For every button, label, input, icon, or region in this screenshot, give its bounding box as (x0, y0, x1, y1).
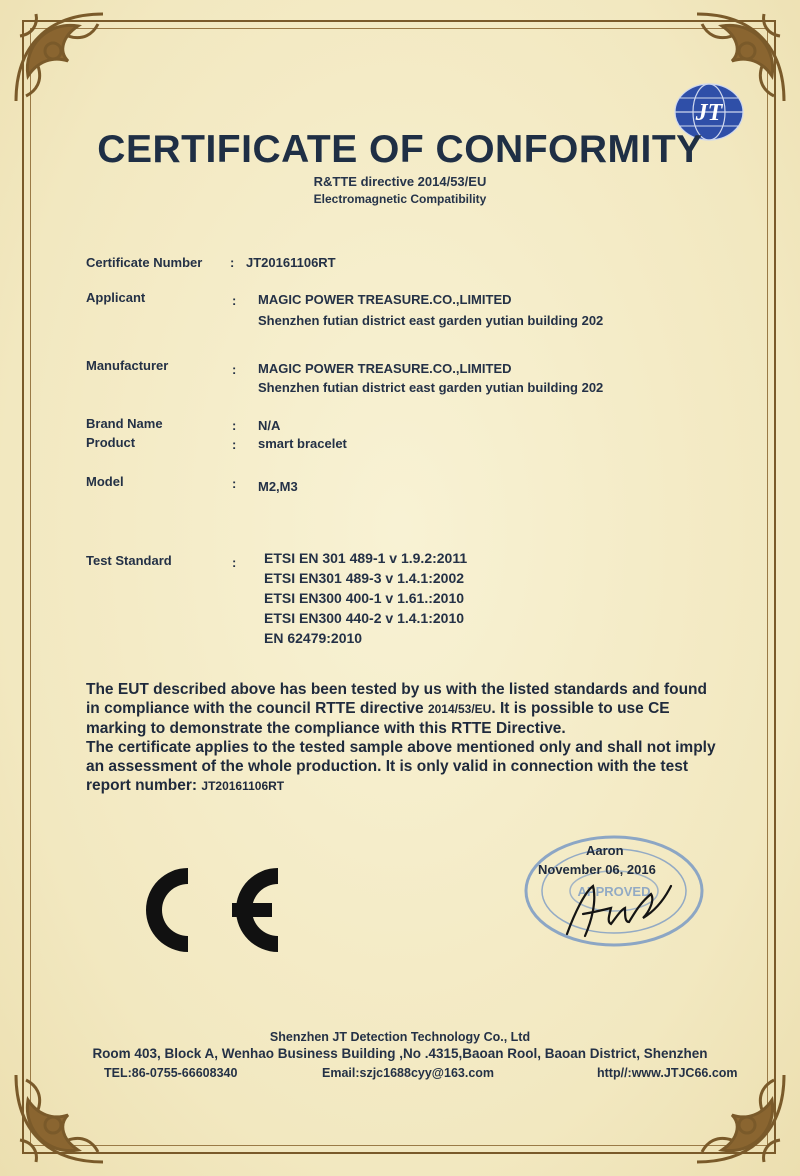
ornament-corner-icon (8, 6, 118, 116)
ornament-corner-icon (8, 1060, 118, 1170)
page-title: CERTIFICATE OF CONFORMITY (97, 128, 703, 171)
compliance-statement (86, 680, 776, 796)
standard-item: ETSI EN301 489-3 v 1.4.1:2002 (264, 570, 465, 586)
statement-line: The certificate applies to the tested sample above mentioned only and shall not imply (86, 739, 716, 756)
logo-text: JT (695, 100, 723, 126)
manufacturer-label: Manufacturer (86, 358, 169, 373)
standard-item: ETSI EN300 440-2 v 1.4.1:2010 (264, 610, 465, 626)
model-label: Model (86, 474, 124, 489)
signatory-name: Aaron (586, 843, 624, 858)
statement-text: . It is possible to use CE (491, 700, 670, 717)
applicant-name: MAGIC POWER TREASURE.CO.,LIMITED (258, 292, 512, 307)
statement-line: The EUT described above has been tested by us with the listed standards and found (86, 681, 707, 698)
company-website: http//:www.JTJC66.com (597, 1066, 738, 1080)
statement-line (86, 699, 776, 719)
model-value: M2,M3 (258, 479, 298, 494)
company-address: Room 403, Block A, Wenhao Business Building ,No .4315,Baoan Rool, Baoan District, Shenzhen (92, 1046, 708, 1061)
manufacturer-colon: : (232, 362, 237, 377)
standard-item: EN 62479:2010 (264, 630, 363, 646)
standard-item: ETSI EN 301 489-1 v 1.9.2:2011 (264, 550, 468, 566)
standard-item: ETSI EN300 400-1 v 1.61.:2010 (264, 590, 465, 606)
applicant-label: Applicant (86, 290, 146, 305)
company-phone: TEL:86-0755-66608340 (104, 1066, 238, 1080)
statement-text: report number: (86, 777, 202, 794)
subtitle: Electromagnetic Compatibility (313, 192, 487, 206)
certificate-number-value: JT20161106RT (246, 255, 336, 270)
statement-text: in compliance with the council RTTE directive (86, 700, 428, 717)
test-standard-colon: : (232, 555, 237, 570)
test-standard-label: Test Standard (86, 553, 172, 568)
report-number: JT20161106RT (201, 779, 285, 793)
brand-name-colon: : (232, 418, 237, 433)
product-colon: : (232, 437, 237, 452)
company-name: Shenzhen JT Detection Technology Co., Ltd (269, 1030, 531, 1044)
handwritten-signature-icon (555, 872, 675, 942)
statement-directive: 2014/53/EU (427, 702, 492, 716)
certificate-number-colon: : (230, 255, 235, 270)
statement-line: marking to demonstrate the compliance with this RTTE Directive. (86, 720, 566, 737)
stamp-text: APPROVED (577, 884, 651, 899)
brand-name-label: Brand Name (86, 416, 163, 431)
manufacturer-name: MAGIC POWER TREASURE.CO.,LIMITED (258, 361, 512, 376)
certificate-number-label: Certificate Number (86, 255, 203, 270)
product-value: smart bracelet (258, 436, 347, 451)
statement-line: an assessment of the whole production. It is only valid in connection with the test (86, 758, 688, 775)
company-email: Email:szjc1688cyy@163.com (322, 1066, 495, 1080)
signature-date: November 06, 2016 (538, 862, 656, 877)
ce-mark-icon (120, 860, 290, 960)
applicant-colon: : (232, 293, 237, 308)
directive-line: R&TTE directive 2014/53/EU (313, 174, 487, 189)
model-colon: : (232, 476, 237, 491)
statement-line (86, 776, 776, 796)
product-label: Product (86, 435, 136, 450)
manufacturer-address: Shenzhen futian district east garden yutian building 202 (258, 380, 604, 395)
brand-name-value: N/A (258, 418, 281, 433)
applicant-address: Shenzhen futian district east garden yutian building 202 (258, 313, 604, 328)
